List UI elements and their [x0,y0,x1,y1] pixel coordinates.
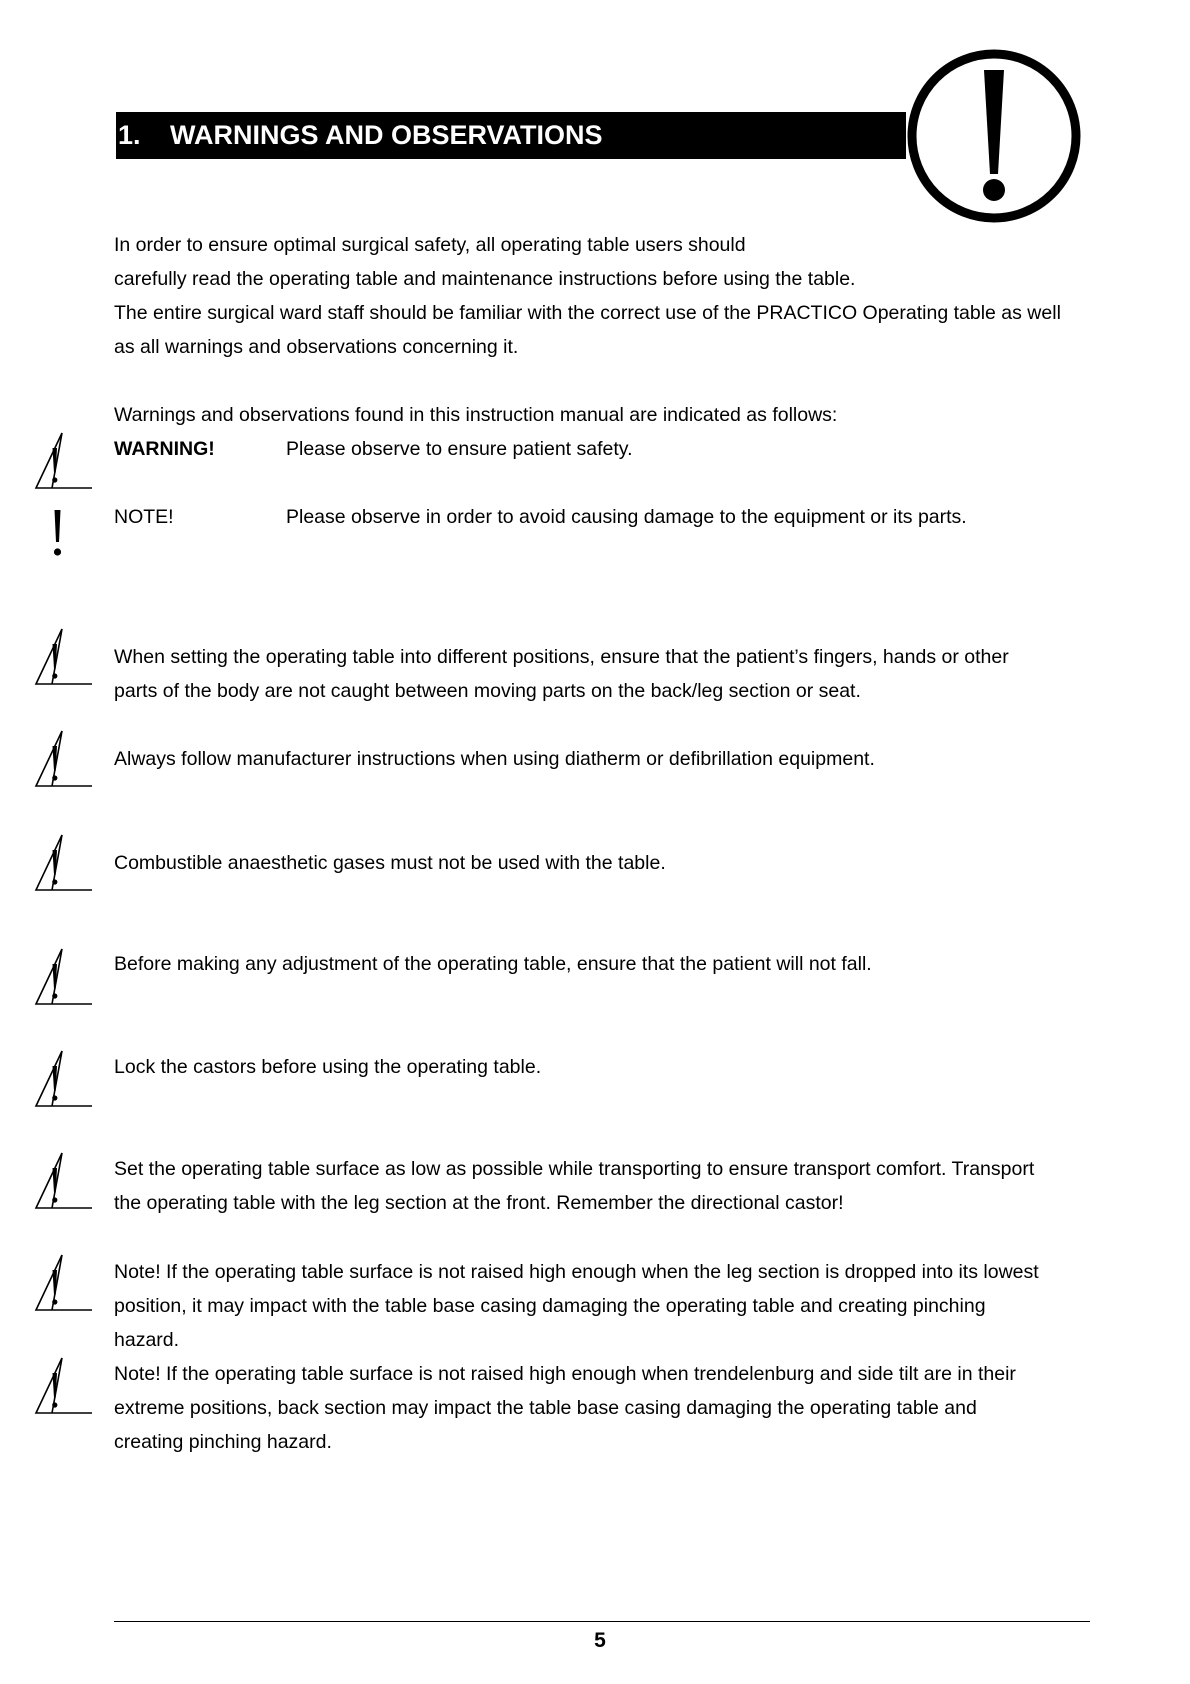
section-title: WARNINGS AND OBSERVATIONS [170,120,603,150]
warning-8-line-2: extreme positions, back section may impact the table base casing damaging the operating table and [114,1397,977,1419]
warning-triangle-icon [34,626,94,686]
warning-triangle-icon [34,728,94,788]
warning-triangle-icon [34,1150,94,1210]
section-header [116,112,906,159]
warning-8-line-1: Note! If the operating table surface is not raised high enough when trendelenburg and side tilt are in their [114,1363,1016,1385]
intro-line-1: In order to ensure optimal surgical safety, all operating table users should [114,234,746,256]
intro-line-3: The entire surgical ward staff should be familiar with the correct use of the PRACTICO Operating table as well [114,302,1061,324]
warning-7-line-3: hazard. [114,1329,180,1351]
warning-1-line-2: parts of the body are not caught between moving parts on the back/leg section or seat. [114,680,861,702]
warning-triangle-icon [34,946,94,1006]
intro-line-4: as all warnings and observations concerning it. [114,336,519,358]
warning-label: WARNING! [114,438,215,460]
legend-intro: Warnings and observations found in this instruction manual are indicated as follows: [114,404,838,426]
section-number: 1. [118,120,141,150]
footer-divider [114,1621,1090,1622]
note-exclamation-icon [50,508,66,558]
note-description: Please observe in order to avoid causing damage to the equipment or its parts. [286,506,967,528]
intro-line-2: carefully read the operating table and maintenance instructions before using the table. [114,268,856,290]
warning-5-line-1: Lock the castors before using the operating table. [114,1056,542,1078]
warning-triangle-icon [34,1252,94,1312]
page-number: 5 [594,1629,606,1652]
warning-7-line-1: Note! If the operating table surface is not raised high enough when the leg section is dropped into its lowest [114,1261,1039,1283]
warning-7-line-2: position, it may impact with the table base casing damaging the operating table and creating pinching [114,1295,986,1317]
warning-description: Please observe to ensure patient safety. [286,438,633,460]
warning-3-line-1: Combustible anaesthetic gases must not be used with the table. [114,852,666,874]
warning-4-line-1: Before making any adjustment of the operating table, ensure that the patient will not fall. [114,953,872,975]
warning-triangle-icon [34,430,94,490]
warning-triangle-icon [34,1048,94,1108]
warning-6-line-1: Set the operating table surface as low as possible while transporting to ensure transport comfort. Transport [114,1158,1035,1180]
warning-8-line-3: creating pinching hazard. [114,1431,332,1453]
warning-6-line-2: the operating table with the leg section at the front. Remember the directional castor! [114,1192,844,1214]
warning-2-line-1: Always follow manufacturer instructions when using diatherm or defibrillation equipment. [114,748,875,770]
note-label: NOTE! [114,506,174,528]
warning-triangle-icon [34,832,94,892]
exclamation-circle-icon [906,48,1086,224]
warning-triangle-icon [34,1355,94,1415]
warning-1-line-1: When setting the operating table into different positions, ensure that the patient’s fingers, hands or other [114,646,1009,668]
